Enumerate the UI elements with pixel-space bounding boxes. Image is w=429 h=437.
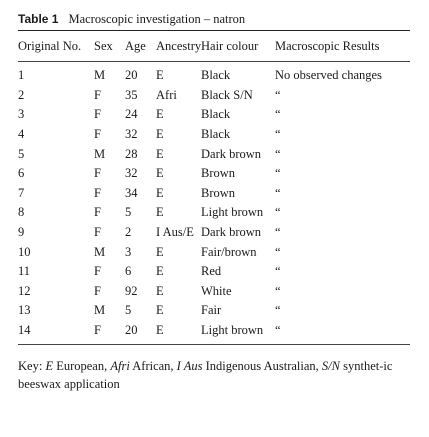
cell-ancestry: E — [156, 185, 164, 200]
cell-hair-colour: White — [201, 283, 232, 298]
cell-age: 2 — [125, 225, 132, 240]
cell-macroscopic-results: “ — [275, 264, 281, 279]
table-row — [18, 125, 410, 145]
table-label: Table 1 — [18, 12, 59, 26]
cell-hair-colour: Black — [201, 127, 231, 142]
cell-age: 35 — [125, 87, 138, 102]
cell-original-no: 1 — [18, 68, 25, 83]
cell-age: 6 — [125, 264, 132, 279]
cell-original-no: 13 — [18, 303, 31, 318]
cell-sex: M — [94, 146, 106, 161]
column-header-sex: Sex — [94, 38, 113, 53]
cell-age: 32 — [125, 166, 138, 181]
cell-sex: M — [94, 303, 106, 318]
cell-original-no: 4 — [18, 127, 25, 142]
cell-age: 3 — [125, 244, 132, 259]
table-row — [18, 164, 410, 184]
bottom-rule — [18, 344, 410, 345]
cell-original-no: 8 — [18, 205, 25, 220]
cell-original-no: 9 — [18, 225, 25, 240]
table-key — [18, 357, 410, 393]
cell-hair-colour: Light brown — [201, 205, 264, 220]
cell-macroscopic-results: “ — [275, 87, 281, 102]
cell-sex: F — [94, 87, 101, 102]
cell-sex: F — [94, 323, 101, 338]
cell-sex: F — [94, 225, 101, 240]
column-header-original-no: Original No. — [18, 38, 82, 53]
cell-age: 5 — [125, 205, 132, 220]
data-table — [18, 31, 410, 344]
key-abbreviation: E — [45, 359, 54, 374]
cell-ancestry: E — [156, 303, 164, 318]
cell-macroscopic-results: “ — [275, 185, 281, 200]
cell-original-no: 5 — [18, 146, 25, 161]
key-meaning: European, — [56, 359, 111, 374]
cell-age: 5 — [125, 303, 132, 318]
cell-ancestry: Afri — [156, 87, 177, 102]
cell-hair-colour: Black — [201, 107, 231, 122]
table-caption — [18, 8, 410, 30]
cell-ancestry: E — [156, 264, 164, 279]
cell-hair-colour: Fair/brown — [201, 244, 257, 259]
cell-hair-colour: Brown — [201, 166, 236, 181]
cell-ancestry: E — [156, 166, 164, 181]
table-body — [18, 62, 410, 344]
cell-original-no: 11 — [18, 264, 31, 279]
column-header-ancestry: Ancestry — [156, 38, 202, 53]
cell-original-no: 14 — [18, 323, 31, 338]
cell-hair-colour: Red — [201, 264, 222, 279]
column-header-age: Age — [125, 38, 146, 53]
table-row — [18, 86, 410, 106]
cell-sex: M — [94, 244, 106, 259]
cell-original-no: 12 — [18, 283, 31, 298]
cell-macroscopic-results: “ — [275, 166, 281, 181]
cell-original-no: 2 — [18, 87, 25, 102]
key-abbreviation: I Aus — [176, 359, 203, 374]
cell-hair-colour: Fair — [201, 303, 222, 318]
table-title: Macroscopic investigation – natron — [68, 12, 246, 26]
cell-hair-colour: Dark brown — [201, 146, 262, 161]
cell-sex: F — [94, 127, 101, 142]
key-prefix: Key: — [18, 359, 46, 374]
cell-age: 92 — [125, 283, 138, 298]
key-abbreviation: Afri — [110, 359, 130, 374]
cell-hair-colour: Brown — [201, 185, 236, 200]
cell-original-no: 10 — [18, 244, 31, 259]
table-row — [18, 242, 410, 262]
column-header-macroscopic-results: Macroscopic Results — [275, 38, 380, 53]
cell-hair-colour: Dark brown — [201, 225, 262, 240]
cell-hair-colour: Black S/N — [201, 87, 253, 102]
cell-macroscopic-results: No observed changes — [275, 68, 382, 83]
header-row — [18, 31, 410, 61]
cell-macroscopic-results: “ — [275, 283, 281, 298]
table-row — [18, 203, 410, 223]
cell-age: 34 — [125, 185, 138, 200]
cell-macroscopic-results: “ — [275, 205, 281, 220]
cell-original-no: 3 — [18, 107, 25, 122]
cell-ancestry: E — [156, 127, 164, 142]
table-row — [18, 223, 410, 243]
table-row — [18, 105, 410, 125]
cell-ancestry: E — [156, 244, 164, 259]
cell-macroscopic-results: “ — [275, 323, 281, 338]
key-abbreviation: S/N — [321, 359, 340, 374]
table-row — [18, 184, 410, 204]
key-meaning: Indigenous Australian, — [205, 359, 322, 374]
cell-ancestry: E — [156, 146, 164, 161]
cell-age: 24 — [125, 107, 138, 122]
cell-sex: F — [94, 283, 101, 298]
table-container — [18, 8, 410, 393]
cell-sex: F — [94, 185, 101, 200]
cell-sex: F — [94, 264, 101, 279]
cell-original-no: 6 — [18, 166, 25, 181]
cell-hair-colour: Black — [201, 68, 231, 83]
table-row — [18, 282, 410, 302]
cell-age: 20 — [125, 323, 138, 338]
cell-ancestry: I Aus/E — [156, 225, 194, 240]
cell-ancestry: E — [156, 68, 164, 83]
cell-sex: F — [94, 205, 101, 220]
table-row — [18, 321, 410, 345]
cell-age: 20 — [125, 68, 138, 83]
cell-macroscopic-results: “ — [275, 146, 281, 161]
cell-macroscopic-results: “ — [275, 244, 281, 259]
cell-macroscopic-results: “ — [275, 127, 281, 142]
cell-macroscopic-results: “ — [275, 303, 281, 318]
cell-ancestry: E — [156, 283, 164, 298]
cell-hair-colour: Light brown — [201, 323, 264, 338]
cell-age: 28 — [125, 146, 138, 161]
column-header-hair-colour: Hair colour — [201, 38, 259, 53]
table-row — [18, 262, 410, 282]
cell-sex: F — [94, 107, 101, 122]
table-row — [18, 62, 410, 86]
key-meaning: African, — [132, 359, 177, 374]
cell-original-no: 7 — [18, 185, 25, 200]
cell-ancestry: E — [156, 205, 164, 220]
table-row — [18, 301, 410, 321]
key-meaning: synthet-ic beeswax application — [18, 359, 393, 392]
cell-macroscopic-results: “ — [275, 225, 281, 240]
cell-sex: M — [94, 68, 106, 83]
cell-ancestry: E — [156, 107, 164, 122]
cell-sex: F — [94, 166, 101, 181]
cell-macroscopic-results: “ — [275, 107, 281, 122]
cell-age: 32 — [125, 127, 138, 142]
table-row — [18, 144, 410, 164]
cell-ancestry: E — [156, 323, 164, 338]
